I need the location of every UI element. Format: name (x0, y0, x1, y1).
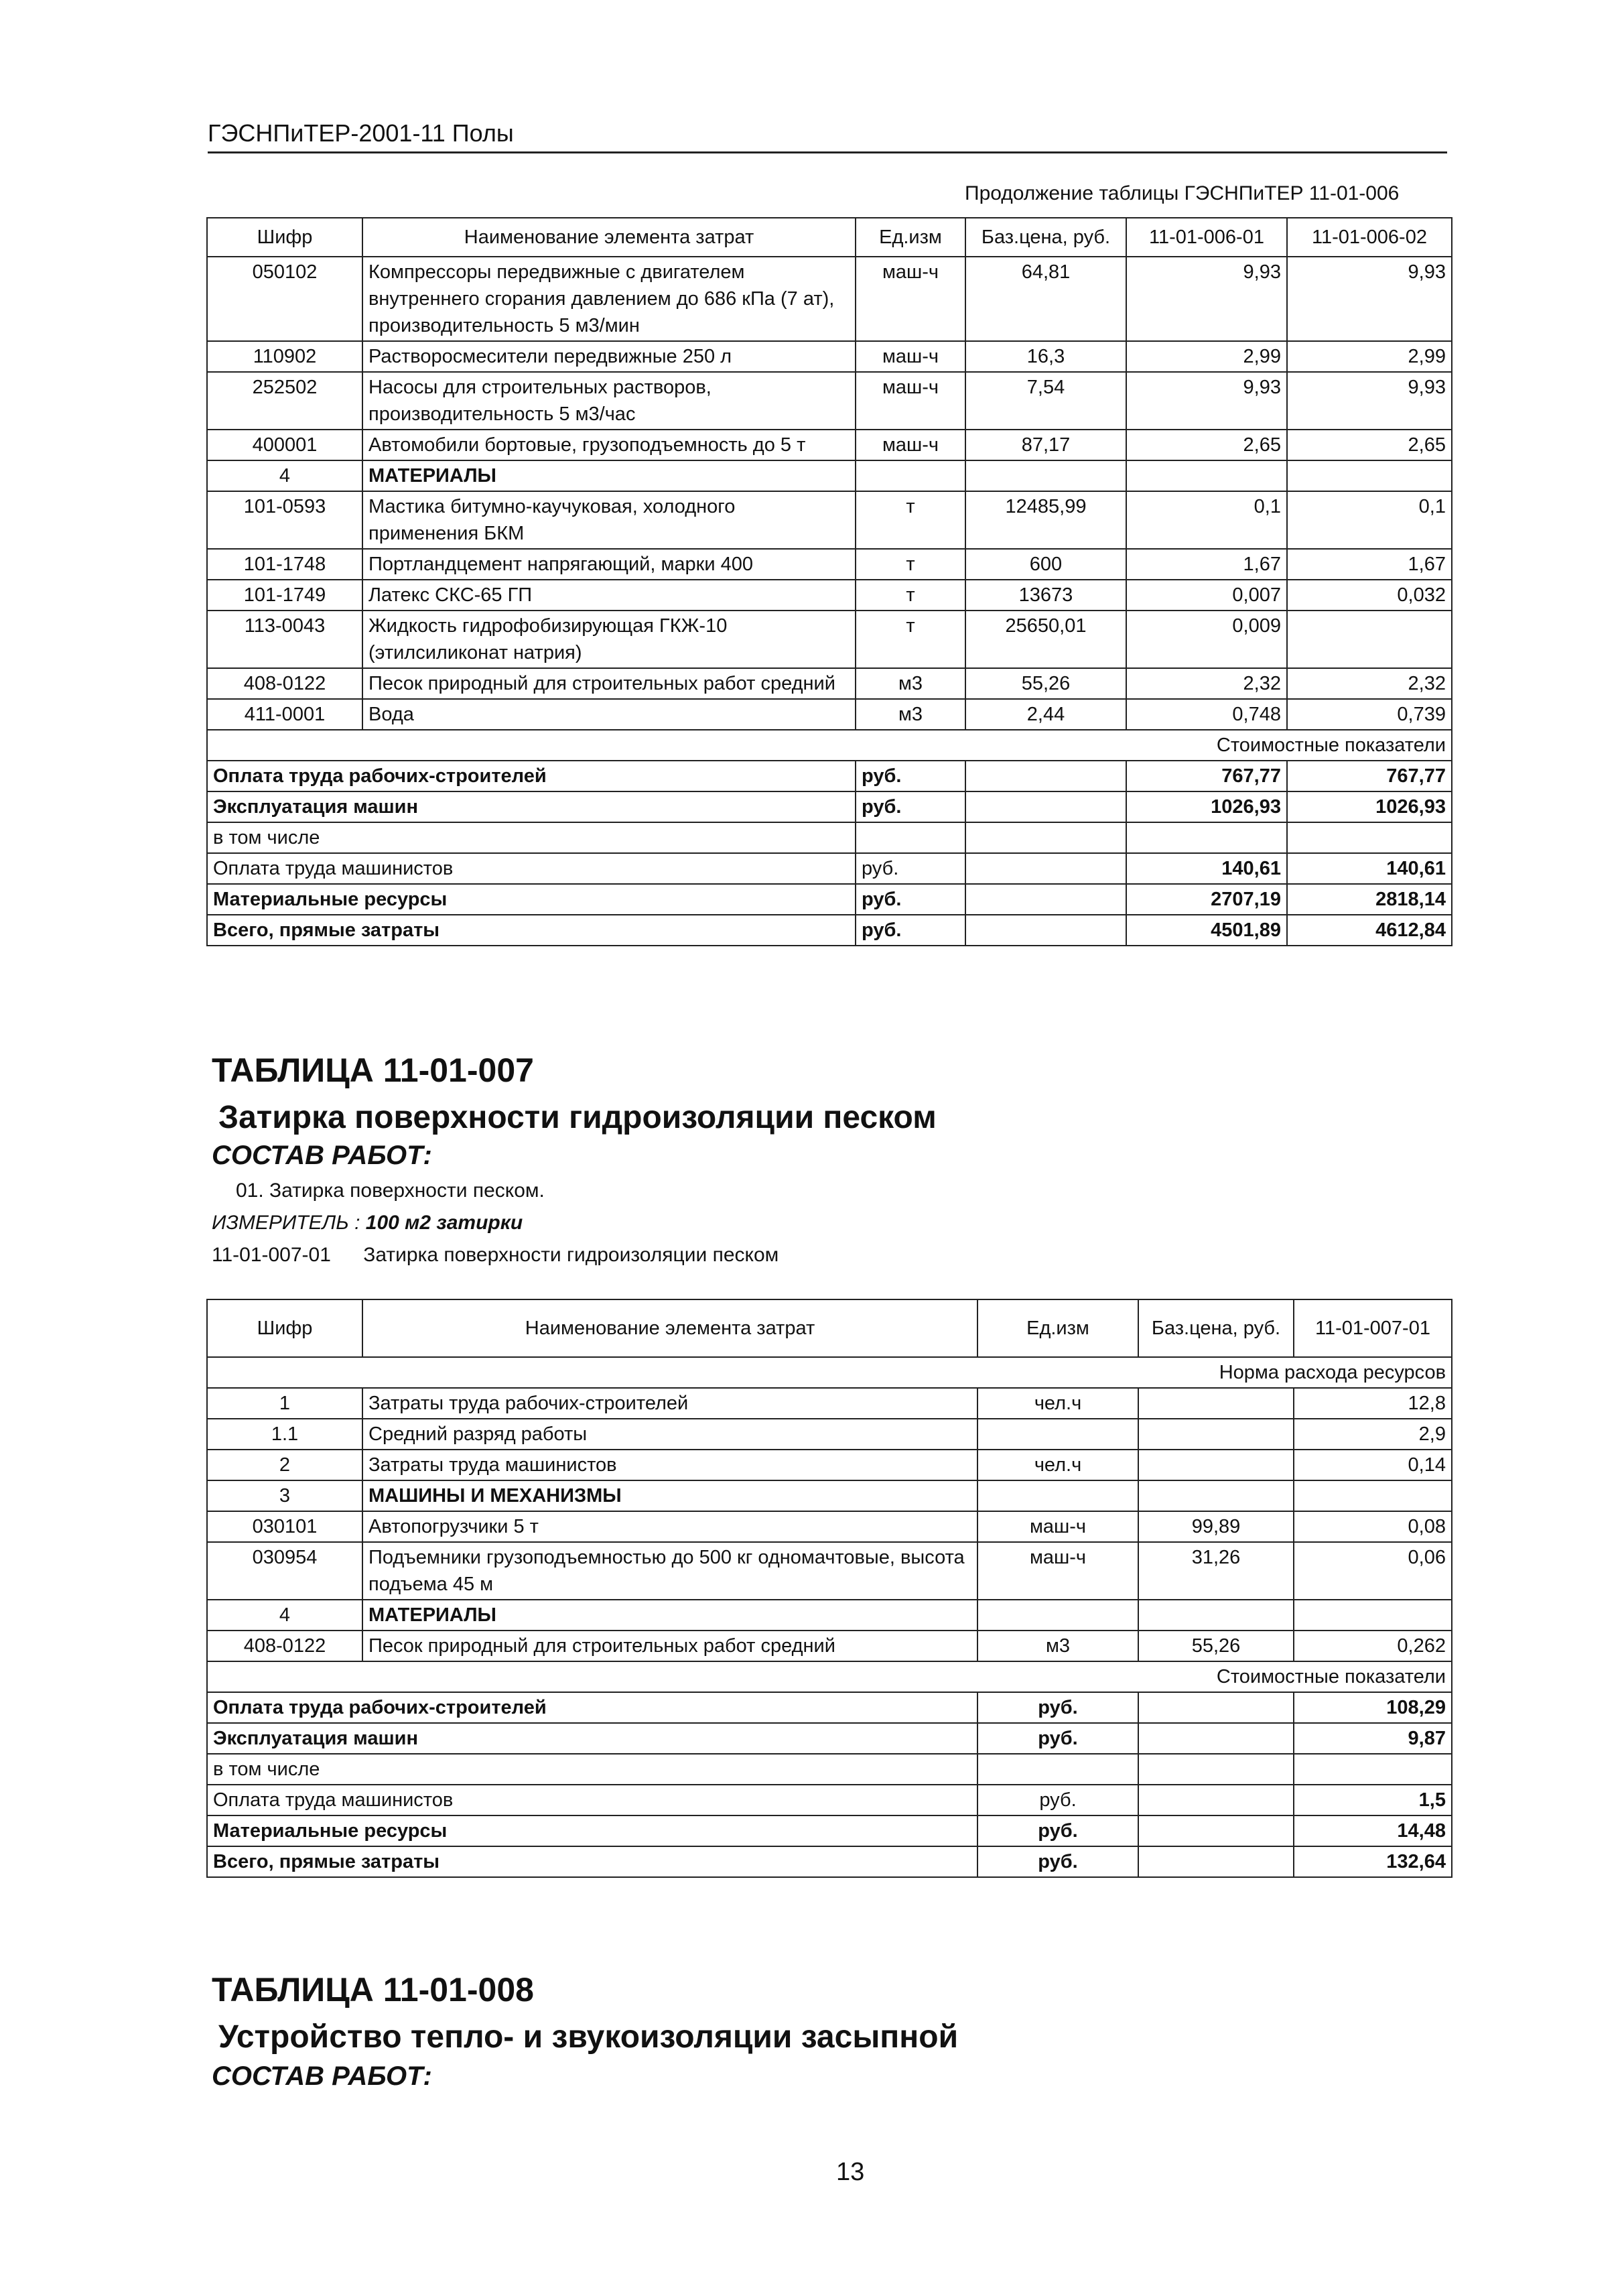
table-row (207, 257, 1452, 341)
cost-price (1138, 1785, 1294, 1815)
section-heading-008: ТАБЛИЦА 11-01-008 (212, 1971, 534, 2008)
cell-unit: т (856, 491, 965, 549)
cell-code: 2 (207, 1450, 362, 1480)
meter-value: 100 м2 затирки (365, 1212, 523, 1234)
cell-norm-01: 2,65 (1126, 430, 1287, 460)
cell-code: 3 (207, 1480, 362, 1511)
cost-value-01 (1126, 822, 1287, 853)
table-row (207, 430, 1452, 460)
cost-row (207, 1754, 1452, 1785)
cell-norm-01: 0,748 (1126, 699, 1287, 730)
cost-row (207, 853, 1452, 884)
cost-row (207, 1692, 1452, 1723)
cell-name: Песок природный для строительных работ средний (362, 1631, 977, 1661)
cell-norm-02: 0,1 (1287, 491, 1452, 549)
cell-norm-02: 1,67 (1287, 549, 1452, 580)
cost-label: Оплата труда машинистов (207, 1785, 977, 1815)
cost-price (965, 884, 1126, 915)
norm-code-desc: Затирка поверхности гидроизоляции песком (363, 1244, 779, 1266)
table-body (207, 1388, 1452, 1661)
table-row (207, 1388, 1452, 1419)
cell-norm-01: 9,93 (1126, 257, 1287, 341)
cost-value-02: 4612,84 (1287, 915, 1452, 946)
cost-row (207, 791, 1452, 822)
cell-code: 408-0122 (207, 668, 362, 699)
cell-unit: маш-ч (977, 1542, 1138, 1600)
col-header-unit: Ед.изм (977, 1299, 1138, 1357)
cost-unit: руб. (977, 1846, 1138, 1877)
cost-value-02: 140,61 (1287, 853, 1452, 884)
cost-label: Эксплуатация машин (207, 791, 856, 822)
table-row (207, 1511, 1452, 1542)
cell-norm-01 (1294, 1600, 1452, 1631)
cell-name: Затраты труда машинистов (362, 1450, 977, 1480)
cost-unit: руб. (856, 884, 965, 915)
cell-price: 31,26 (1138, 1542, 1294, 1600)
cell-code: 030954 (207, 1542, 362, 1600)
cell-unit (977, 1480, 1138, 1511)
cost-unit: руб. (856, 853, 965, 884)
cost-row (207, 884, 1452, 915)
cell-norm-02: 0,032 (1287, 580, 1452, 611)
cell-code: 101-1749 (207, 580, 362, 611)
code-line-007 (212, 1244, 779, 1267)
cost-section-row (207, 730, 1452, 761)
cell-norm-01 (1126, 460, 1287, 491)
cost-value-02: 1026,93 (1287, 791, 1452, 822)
table-row (207, 699, 1452, 730)
cell-name: Затраты труда рабочих-строителей (362, 1388, 977, 1419)
cost-value-01 (1294, 1754, 1452, 1785)
cell-price (1138, 1419, 1294, 1450)
table-row (207, 1419, 1452, 1450)
col-header-price: Баз.цена, руб. (1138, 1299, 1294, 1357)
cost-unit: руб. (856, 761, 965, 791)
cell-price: 64,81 (965, 257, 1126, 341)
cell-name: Подъемники грузоподъемностью до 500 кг одномачтовые, высота подъема 45 м (362, 1542, 977, 1600)
cell-name: Компрессоры передвижные с двигателем внутреннего сгорания давлением до 686 кПа (7 ат), производительность 5 м3/мин (362, 257, 856, 341)
cost-value-01: 4501,89 (1126, 915, 1287, 946)
cell-code: 1.1 (207, 1419, 362, 1450)
work-item-007: 01. Затирка поверхности песком. (236, 1179, 545, 1202)
cell-price (1138, 1450, 1294, 1480)
cost-price (1138, 1754, 1294, 1785)
table-row (207, 668, 1452, 699)
table-row (207, 1480, 1452, 1511)
meter-label: ИЗМЕРИТЕЛЬ : (212, 1212, 360, 1234)
cost-value-01: 9,87 (1294, 1723, 1452, 1754)
cost-price (1138, 1723, 1294, 1754)
cell-unit: м3 (977, 1631, 1138, 1661)
norm-section-label: Норма расхода ресурсов (207, 1357, 1452, 1388)
cell-code: 408-0122 (207, 1631, 362, 1661)
cost-label: Оплата труда рабочих-строителей (207, 761, 856, 791)
cell-price: 55,26 (965, 668, 1126, 699)
cell-norm-02: 2,99 (1287, 341, 1452, 372)
cell-code: 101-0593 (207, 491, 362, 549)
cell-unit: т (856, 580, 965, 611)
table-header-row (207, 1299, 1452, 1357)
col-header-norm-02: 11-01-006-02 (1287, 218, 1452, 257)
cost-value-01: 1,5 (1294, 1785, 1452, 1815)
cell-norm-01: 0,14 (1294, 1450, 1452, 1480)
norm-section-row (207, 1357, 1452, 1388)
cell-norm-01: 2,32 (1126, 668, 1287, 699)
cell-name: Песок природный для строительных работ средний (362, 668, 856, 699)
cell-unit: маш-ч (977, 1511, 1138, 1542)
cost-section-label: Стоимостные показатели (207, 730, 1452, 761)
cell-unit: чел.ч (977, 1450, 1138, 1480)
cost-unit: руб. (856, 791, 965, 822)
cost-value-02: 767,77 (1287, 761, 1452, 791)
table-row (207, 1631, 1452, 1661)
col-header-name: Наименование элемента затрат (362, 218, 856, 257)
table-row (207, 580, 1452, 611)
cell-norm-02: 2,65 (1287, 430, 1452, 460)
cell-name: Портландцемент напрягающий, марки 400 (362, 549, 856, 580)
cost-unit: руб. (977, 1692, 1138, 1723)
cost-label: Всего, прямые затраты (207, 1846, 977, 1877)
cell-price: 25650,01 (965, 611, 1126, 668)
col-header-unit: Ед.изм (856, 218, 965, 257)
cost-price (965, 853, 1126, 884)
cost-body (207, 1692, 1452, 1877)
cell-norm-01: 1,67 (1126, 549, 1287, 580)
cell-norm-01: 9,93 (1126, 372, 1287, 430)
cost-label: в том числе (207, 822, 856, 853)
cell-code: 400001 (207, 430, 362, 460)
cost-label: Материальные ресурсы (207, 884, 856, 915)
table-row (207, 549, 1452, 580)
cell-norm-02 (1287, 611, 1452, 668)
cell-name: Растворосмесители передвижные 250 л (362, 341, 856, 372)
table-row (207, 491, 1452, 549)
page-number: 13 (836, 2158, 865, 2186)
table-row (207, 1542, 1452, 1600)
cell-code: 252502 (207, 372, 362, 430)
cell-norm-02: 2,32 (1287, 668, 1452, 699)
table-row (207, 1600, 1452, 1631)
cell-code: 4 (207, 460, 362, 491)
cell-unit: маш-ч (856, 341, 965, 372)
cell-norm-02: 0,739 (1287, 699, 1452, 730)
col-header-code: Шифр (207, 218, 362, 257)
cost-row (207, 915, 1452, 946)
cell-price: 2,44 (965, 699, 1126, 730)
cell-name: Насосы для строительных растворов, производительность 5 м3/час (362, 372, 856, 430)
cell-name: МАТЕРИАЛЫ (362, 460, 856, 491)
cell-unit (977, 1600, 1138, 1631)
cost-price (965, 822, 1126, 853)
cost-unit: руб. (977, 1785, 1138, 1815)
cell-code: 113-0043 (207, 611, 362, 668)
cell-unit: маш-ч (856, 257, 965, 341)
cost-section-label: Стоимостные показатели (207, 1661, 1452, 1692)
cell-norm-01: 0,1 (1126, 491, 1287, 549)
cell-name: Автопогрузчики 5 т (362, 1511, 977, 1542)
norm-code: 11-01-007-01 (212, 1244, 331, 1266)
table-body (207, 257, 1452, 730)
cost-row (207, 1846, 1452, 1877)
cell-price: 12485,99 (965, 491, 1126, 549)
cost-value-01: 2707,19 (1126, 884, 1287, 915)
cost-row (207, 1785, 1452, 1815)
cost-unit (856, 822, 965, 853)
cost-unit: руб. (977, 1723, 1138, 1754)
cost-row (207, 822, 1452, 853)
cell-price: 600 (965, 549, 1126, 580)
cell-unit (977, 1419, 1138, 1450)
cell-name: МАТЕРИАЛЫ (362, 1600, 977, 1631)
meter-line-007 (212, 1212, 523, 1234)
cost-value-02 (1287, 822, 1452, 853)
cost-section-row (207, 1661, 1452, 1692)
cost-label: Эксплуатация машин (207, 1723, 977, 1754)
cost-price (1138, 1815, 1294, 1846)
cell-code: 030101 (207, 1511, 362, 1542)
cell-name: Мастика битумно-каучуковая, холодного применения БКМ (362, 491, 856, 549)
cell-unit: м3 (856, 668, 965, 699)
cost-value-01: 132,64 (1294, 1846, 1452, 1877)
cost-value-01: 14,48 (1294, 1815, 1452, 1846)
table-row (207, 341, 1452, 372)
cell-price: 87,17 (965, 430, 1126, 460)
works-label-008: СОСТАВ РАБОТ: (212, 2061, 432, 2091)
cell-norm-01: 0,009 (1126, 611, 1287, 668)
cost-row (207, 1815, 1452, 1846)
cell-name: Вода (362, 699, 856, 730)
cell-norm-01: 0,262 (1294, 1631, 1452, 1661)
cost-label: в том числе (207, 1754, 977, 1785)
cost-value-01: 140,61 (1126, 853, 1287, 884)
col-header-code: Шифр (207, 1299, 362, 1357)
cell-price: 16,3 (965, 341, 1126, 372)
page-header: ГЭСНПиТЕР-2001-11 Полы (208, 119, 1447, 153)
cost-price (965, 915, 1126, 946)
cell-price: 99,89 (1138, 1511, 1294, 1542)
cost-value-01: 108,29 (1294, 1692, 1452, 1723)
cost-label: Оплата труда машинистов (207, 853, 856, 884)
cell-code: 050102 (207, 257, 362, 341)
cell-name: Латекс СКС-65 ГП (362, 580, 856, 611)
col-header-price: Баз.цена, руб. (965, 218, 1126, 257)
section-heading-007: ТАБЛИЦА 11-01-007 (212, 1051, 534, 1089)
cost-row (207, 761, 1452, 791)
cost-body (207, 761, 1452, 946)
cost-price (1138, 1846, 1294, 1877)
cell-code: 110902 (207, 341, 362, 372)
section-subtitle-008: Устройство тепло- и звукоизоляции засыпной (218, 2019, 959, 2055)
cell-unit: чел.ч (977, 1388, 1138, 1419)
table-row (207, 372, 1452, 430)
cell-name: Средний разряд работы (362, 1419, 977, 1450)
cell-code: 1 (207, 1388, 362, 1419)
cell-norm-01 (1294, 1480, 1452, 1511)
cell-code: 101-1748 (207, 549, 362, 580)
cell-price (1138, 1600, 1294, 1631)
cost-unit: руб. (856, 915, 965, 946)
cell-unit: т (856, 549, 965, 580)
table-continuation-note: Продолжение таблицы ГЭСНПиТЕР 11-01-006 (965, 182, 1400, 204)
cell-norm-01: 12,8 (1294, 1388, 1452, 1419)
cell-price: 7,54 (965, 372, 1126, 430)
cost-price (965, 761, 1126, 791)
cost-value-01: 767,77 (1126, 761, 1287, 791)
cell-norm-01: 2,9 (1294, 1419, 1452, 1450)
cell-price: 55,26 (1138, 1631, 1294, 1661)
table-row (207, 1450, 1452, 1480)
cost-price (965, 791, 1126, 822)
cost-value-01: 1026,93 (1126, 791, 1287, 822)
cell-code: 411-0001 (207, 699, 362, 730)
cell-norm-02: 9,93 (1287, 372, 1452, 430)
cost-price (1138, 1692, 1294, 1723)
cell-unit (856, 460, 965, 491)
section-subtitle-007: Затирка поверхности гидроизоляции песком (218, 1100, 937, 1135)
works-label-007: СОСТАВ РАБОТ: (212, 1141, 432, 1170)
cost-label: Материальные ресурсы (207, 1815, 977, 1846)
cost-value-02: 2818,14 (1287, 884, 1452, 915)
cell-price (1138, 1480, 1294, 1511)
cost-unit (977, 1754, 1138, 1785)
cell-unit: т (856, 611, 965, 668)
col-header-name: Наименование элемента затрат (362, 1299, 977, 1357)
cell-code: 4 (207, 1600, 362, 1631)
cell-norm-02: 9,93 (1287, 257, 1452, 341)
cost-label: Оплата труда рабочих-строителей (207, 1692, 977, 1723)
cell-price: 13673 (965, 580, 1126, 611)
cell-norm-01: 0,06 (1294, 1542, 1452, 1600)
col-header-norm-01: 11-01-007-01 (1294, 1299, 1452, 1357)
cell-name: Автомобили бортовые, грузоподъемность до 5 т (362, 430, 856, 460)
cell-unit: маш-ч (856, 430, 965, 460)
table-11-01-007 (206, 1299, 1452, 1878)
cell-norm-01: 0,007 (1126, 580, 1287, 611)
table-11-01-006 (206, 217, 1452, 946)
cell-norm-02 (1287, 460, 1452, 491)
table-header-row (207, 218, 1452, 257)
cell-name: МАШИНЫ И МЕХАНИЗМЫ (362, 1480, 977, 1511)
cell-price (965, 460, 1126, 491)
cell-unit: м3 (856, 699, 965, 730)
cell-name: Жидкость гидрофобизирующая ГКЖ-10 (этилсиликонат натрия) (362, 611, 856, 668)
cell-unit: маш-ч (856, 372, 965, 430)
cell-norm-01: 0,08 (1294, 1511, 1452, 1542)
col-header-norm-01: 11-01-006-01 (1126, 218, 1287, 257)
cost-unit: руб. (977, 1815, 1138, 1846)
cost-row (207, 1723, 1452, 1754)
table-row (207, 611, 1452, 668)
cell-norm-01: 2,99 (1126, 341, 1287, 372)
cost-label: Всего, прямые затраты (207, 915, 856, 946)
cell-price (1138, 1388, 1294, 1419)
table-row (207, 460, 1452, 491)
